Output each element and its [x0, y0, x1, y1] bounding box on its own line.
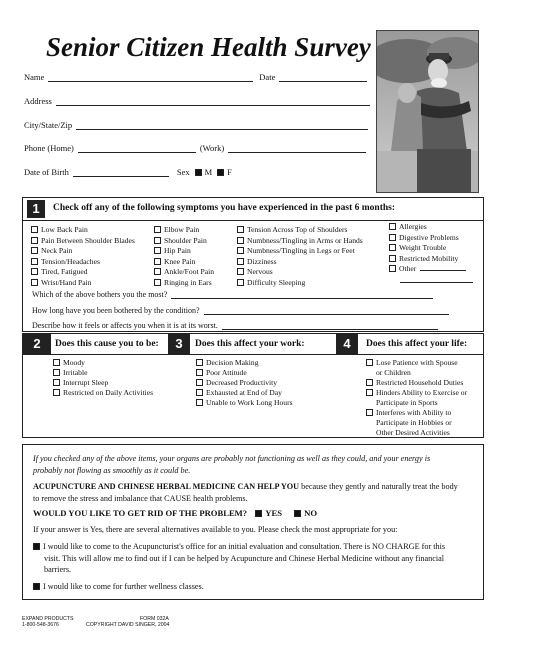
- sex-label: Sex: [176, 167, 190, 177]
- symptom-item[interactable]: Digestive Problems: [389, 233, 459, 243]
- cause-item[interactable]: Irritable: [53, 368, 87, 378]
- instruction-text: If your answer is Yes, there are several alternatives available to you. Please check the most appropriate for you:: [33, 525, 398, 534]
- city-label: City/State/Zip: [24, 120, 73, 130]
- option-1-checkbox[interactable]: [33, 543, 40, 550]
- symptoms-heading: Check off any of the following symptoms you have experienced in the past 6 months:: [53, 203, 395, 213]
- symptom-item[interactable]: Pain Between Shoulder Blades: [31, 236, 135, 246]
- symptom-item[interactable]: Ringing in Ears: [154, 278, 212, 288]
- impact-section: [22, 333, 484, 438]
- page-title: Senior Citizen Health Survey: [46, 32, 371, 62]
- symptom-item[interactable]: Difficulty Sleeping: [237, 278, 305, 288]
- question-how-long-field[interactable]: [204, 306, 449, 315]
- footer-copyright: COPYRIGHT DAVID SINGER, 2004: [86, 622, 170, 628]
- sex-m-label: M: [204, 167, 213, 177]
- question-most-field[interactable]: [171, 290, 433, 299]
- intro-text-1: If you checked any of the above items, your organs are probably not functioning as well as they could, and your energy is: [33, 454, 431, 463]
- cause-item[interactable]: Moody: [53, 358, 85, 368]
- symptom-item[interactable]: Shoulder Pain: [154, 236, 207, 246]
- sex-f-checkbox[interactable]: [217, 169, 224, 176]
- section-4-heading: Does this affect your life:: [366, 339, 468, 349]
- name-field[interactable]: [48, 73, 253, 82]
- symptom-item[interactable]: Tired, Fatigued: [31, 267, 88, 277]
- symptom-item[interactable]: Numbness/Tingling in Arms or Hands: [237, 236, 363, 246]
- life-item[interactable]: Restricted Household Duties: [366, 378, 463, 388]
- footer-form: FORM 032A: [140, 616, 169, 622]
- no-checkbox[interactable]: [294, 510, 301, 517]
- footer-company: EXPAND PRODUCTS: [22, 616, 74, 622]
- section-1-number: 1: [27, 200, 45, 218]
- symptom-item[interactable]: Wrist/Hand Pain: [31, 278, 92, 288]
- life-item[interactable]: Interferes with Ability to: [366, 408, 451, 418]
- dob-field[interactable]: [73, 168, 169, 177]
- option-1-text-2: visit. This will allow me to find out if I can be helped by Acupuncture and Chinese Herbal Medicine without any financial: [44, 553, 445, 563]
- symptom-item[interactable]: Hip Pain: [154, 246, 191, 256]
- section-2-number: 2: [28, 335, 46, 353]
- phone-work-label: (Work): [199, 143, 225, 153]
- symptom-item[interactable]: Neck Pain: [31, 246, 72, 256]
- cause-item[interactable]: Interrupt Sleep: [53, 378, 108, 388]
- footer-phone: 1-800-548-3676: [22, 622, 59, 628]
- life-item[interactable]: Lose Patience with Spouse: [366, 358, 458, 368]
- symptom-item[interactable]: Allergies: [389, 222, 427, 232]
- life-item-cont: Participate in Sports: [376, 398, 438, 407]
- option-2-text: I would like to come for further wellness classes.: [43, 582, 204, 591]
- work-item[interactable]: Exhausted at End of Day: [196, 388, 282, 398]
- cause-item[interactable]: Restricted on Daily Activities: [53, 388, 153, 398]
- work-item[interactable]: Decision Making: [196, 358, 259, 368]
- other-extra-line[interactable]: [400, 282, 473, 283]
- yes-label: YES: [265, 508, 282, 518]
- work-item[interactable]: Poor Attitude: [196, 368, 247, 378]
- yes-checkbox[interactable]: [255, 510, 262, 517]
- work-item[interactable]: Unable to Work Long Hours: [196, 398, 293, 408]
- option-2-checkbox[interactable]: [33, 583, 40, 590]
- section-4-number: 4: [338, 335, 356, 353]
- question-text: WOULD YOU LIKE TO GET RID OF THE PROBLEM?: [33, 508, 248, 518]
- symptom-item[interactable]: Nervous: [237, 267, 273, 277]
- symptom-item[interactable]: Knee Pain: [154, 257, 195, 267]
- body-text-2: to remove the stress and imbalance that CAUSE health problems.: [33, 493, 248, 503]
- date-label: Date: [259, 72, 276, 82]
- section-3-heading: Does this affect your work:: [195, 339, 305, 349]
- life-item-cont: or Children: [376, 368, 411, 377]
- intro-text-2: probably not flowing as smoothly as it could be.: [33, 465, 191, 475]
- question-most: Which of the above bothers you the most?: [32, 290, 168, 299]
- address-label: Address: [24, 96, 52, 106]
- senior-couple-photo: [376, 30, 479, 193]
- info-section: [22, 444, 484, 600]
- phone-home-label: Phone (Home): [24, 143, 74, 153]
- symptom-item[interactable]: Tension/Headaches: [31, 257, 100, 267]
- question-describe-field[interactable]: [222, 321, 438, 330]
- section-3-number: 3: [170, 335, 188, 353]
- bold-lead: ACUPUNCTURE AND CHINESE HERBAL MEDICINE CAN HELP YOU: [33, 482, 300, 491]
- symptoms-section: [22, 197, 484, 332]
- life-item-cont: Participate in Hobbies or: [376, 418, 452, 427]
- address-field[interactable]: [56, 97, 370, 106]
- symptom-item[interactable]: Tension Across Top of Shoulders: [237, 225, 347, 235]
- work-item[interactable]: Decreased Productivity: [196, 378, 277, 388]
- no-label: NO: [304, 508, 318, 518]
- symptom-item[interactable]: Low Back Pain: [31, 225, 88, 235]
- sex-m-checkbox[interactable]: [195, 169, 202, 176]
- sex-f-label: F: [227, 167, 232, 177]
- option-1-text: I would like to come to the Acupuncturist's office for an initial evaluation and consultation. There is NO CHARGE for this: [43, 542, 446, 551]
- symptom-item[interactable]: Elbow Pain: [154, 225, 199, 235]
- symptom-item[interactable]: Weight Trouble: [389, 243, 446, 253]
- symptom-item[interactable]: Dizziness: [237, 257, 277, 267]
- symptom-item[interactable]: Ankle/Foot Pain: [154, 267, 214, 277]
- symptom-item[interactable]: Numbness/Tingling in Legs or Feet: [237, 246, 355, 256]
- symptom-item[interactable]: Restricted Mobility: [389, 254, 458, 264]
- phone-work-field[interactable]: [228, 144, 366, 153]
- question-how-long: How long have you been bothered by the condition?: [32, 306, 200, 315]
- section-2-heading: Does this cause you to be:: [55, 339, 159, 349]
- life-item[interactable]: Hinders Ability to Exercise or: [366, 388, 467, 398]
- dob-label: Date of Birth: [24, 167, 69, 177]
- name-label: Name: [24, 72, 45, 82]
- body-text-1: because they gently and naturally treat the body: [299, 482, 458, 491]
- phone-home-field[interactable]: [78, 144, 196, 153]
- symptom-item-other[interactable]: Other: [389, 264, 470, 274]
- option-1-text-3: barriers.: [44, 565, 72, 574]
- life-item-cont: Other Desired Activities: [376, 428, 450, 437]
- date-field[interactable]: [279, 73, 367, 82]
- city-field[interactable]: [76, 121, 368, 130]
- question-describe: Describe how it feels or affects you when it is at its worst.: [32, 321, 218, 330]
